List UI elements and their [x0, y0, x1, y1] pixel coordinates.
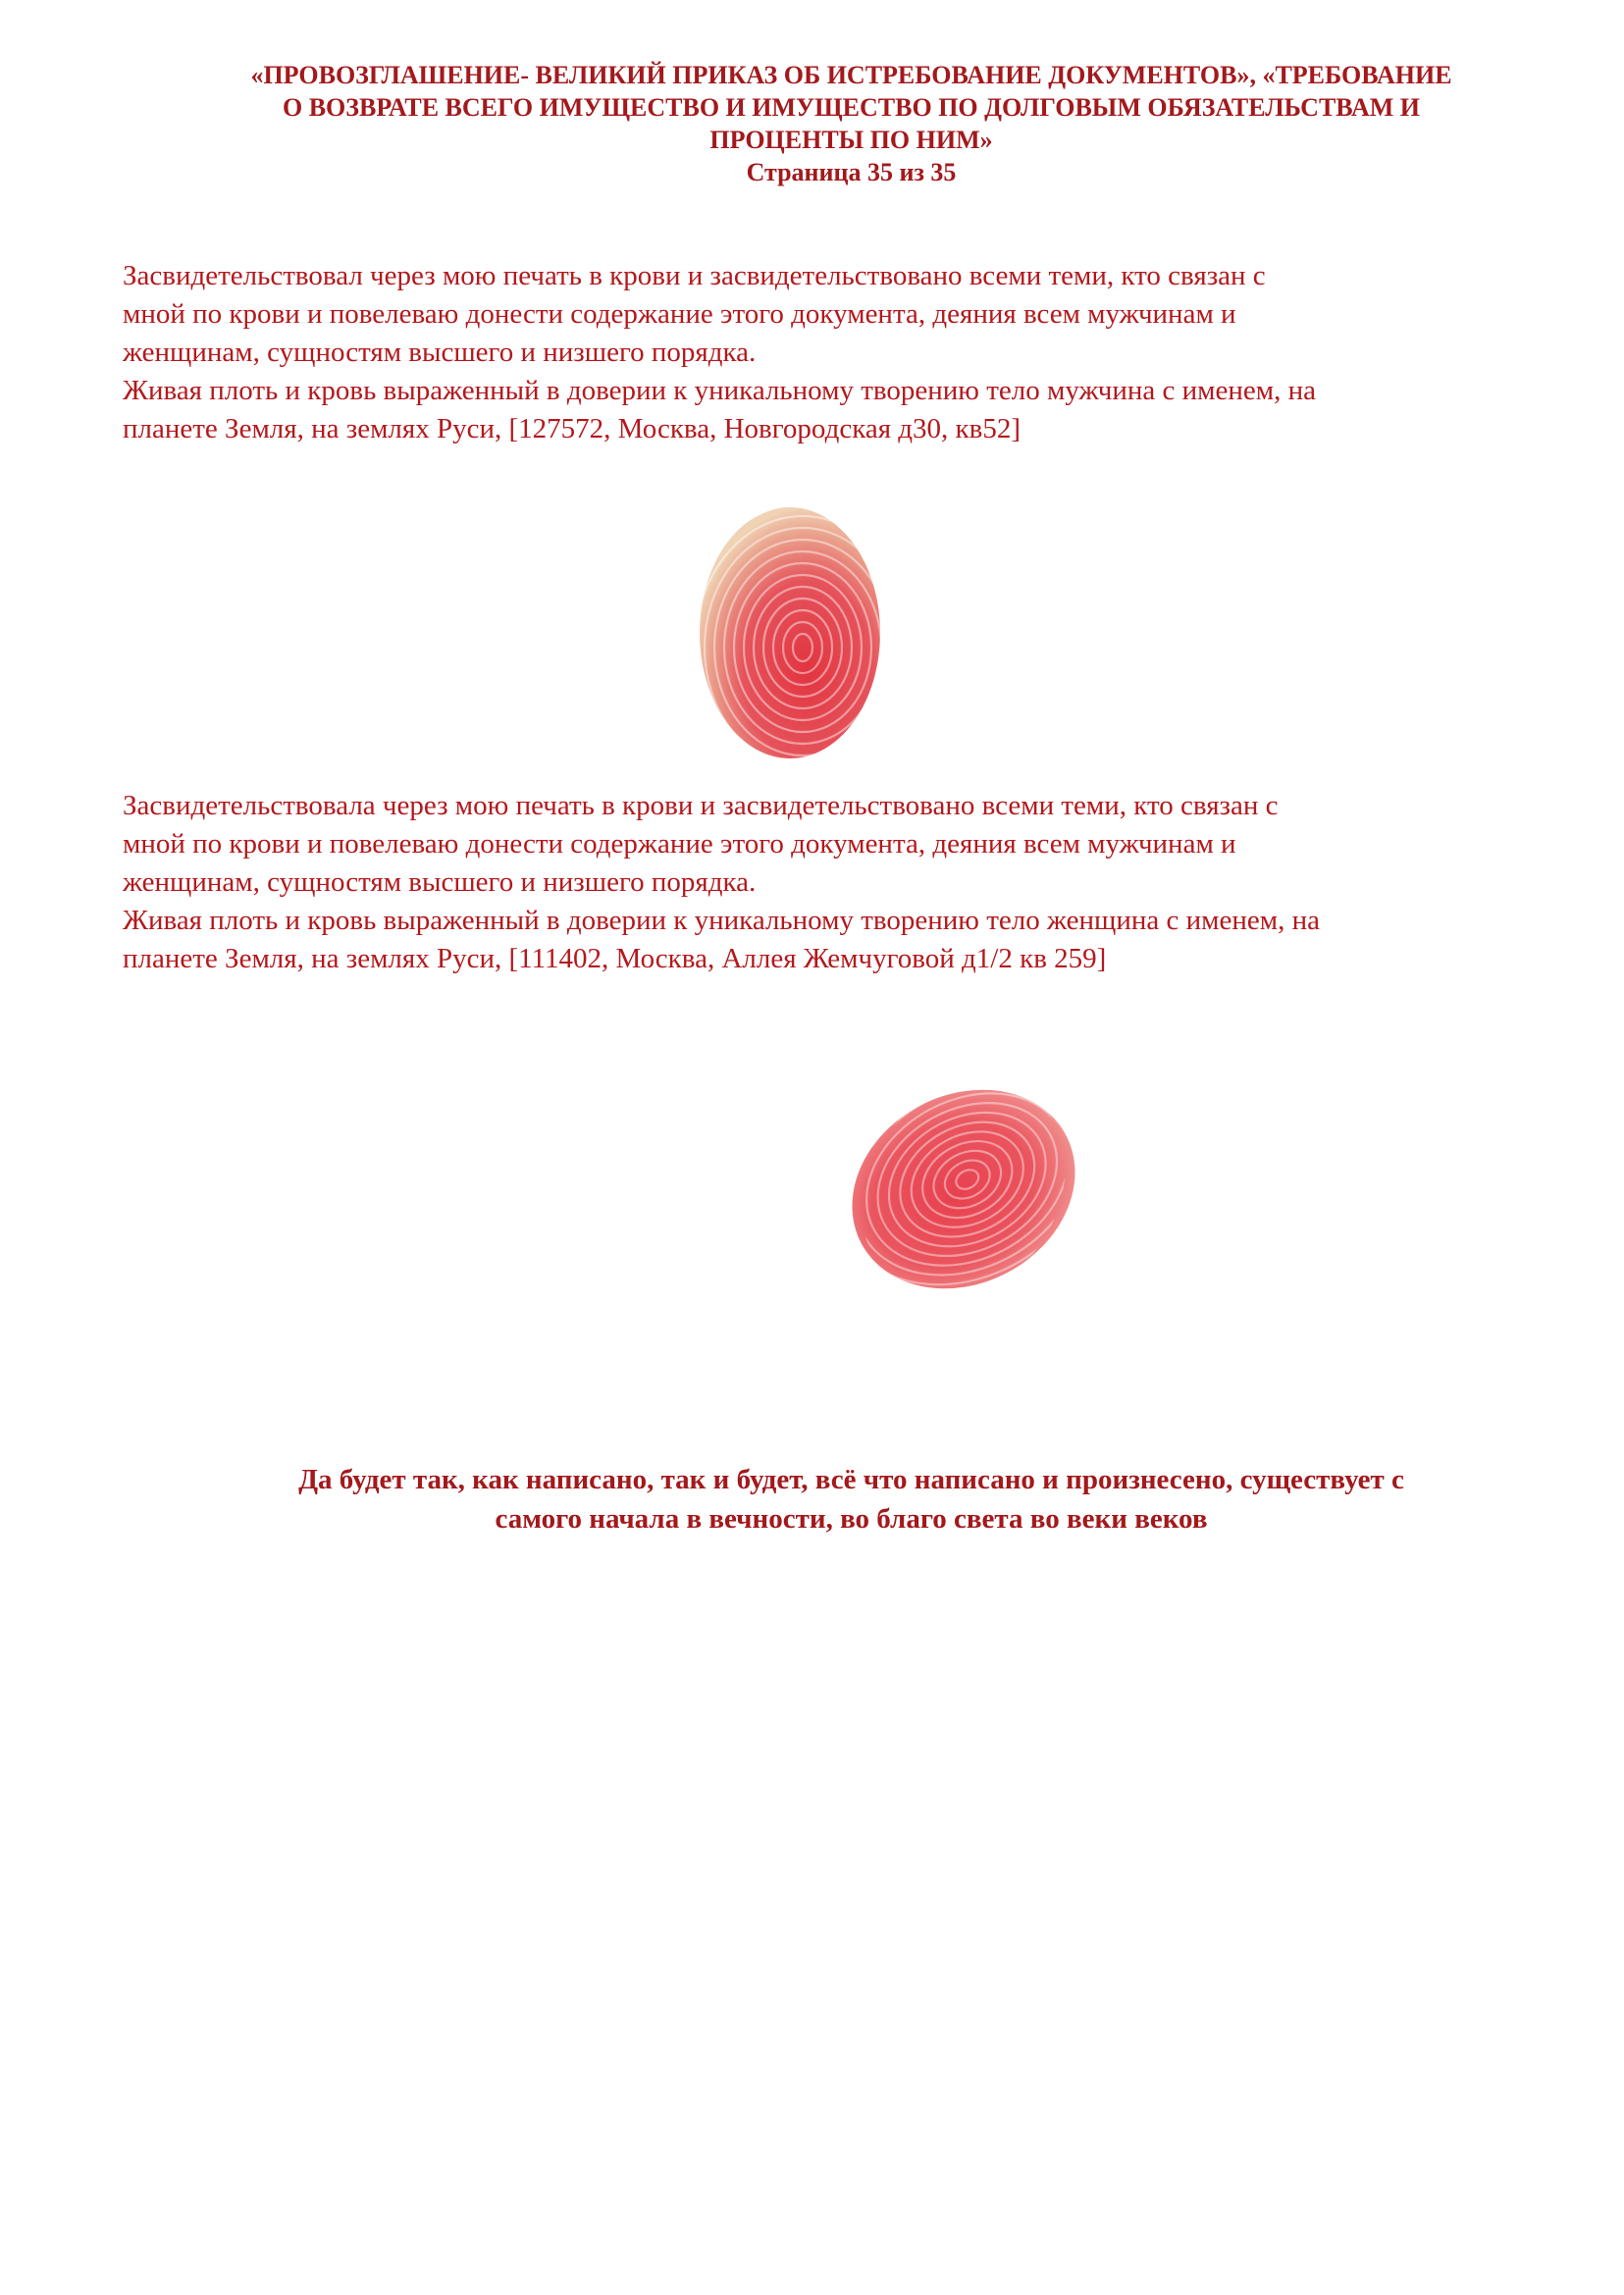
paragraph-line: Засвидетельствовал через мою печать в крови и засвидетельствовано всеми теми, кто связан с	[123, 260, 1266, 291]
closing-statement	[177, 1460, 1526, 1539]
paragraph-line: мной по крови и повелеваю донести содержание этого документа, деяния всем мужчинам и	[123, 298, 1236, 330]
header-title-line-1: «ПРОВОЗГЛАШЕНИЕ- ВЕЛИКИЙ ПРИКАЗ ОБ ИСТРЕБОВАНИЕ ДОКУМЕНТОВ», «ТРЕБОВАНИЕ	[250, 61, 1452, 89]
paragraph-line: мной по крови и повелеваю донести содержание этого документа, деяния всем мужчинам и	[123, 828, 1236, 860]
page-number: Страница 35 из 35	[746, 158, 957, 186]
document-header	[177, 59, 1526, 188]
closing-line-1: Да будет так, как написано, так и будет, всё что написано и произнесено, существует с	[298, 1464, 1404, 1495]
closing-line-2: самого начала в вечности, во благо света во веки веков	[495, 1503, 1208, 1535]
testimony-paragraph-female	[123, 787, 1536, 978]
header-title-line-3: ПРОЦЕНТЫ ПО НИМ»	[709, 126, 993, 154]
header-title-line-2: О ВОЗВРАТЕ ВСЕГО ИМУЩЕСТВО И ИМУЩЕСТВО ПО ДОЛГОВЫМ ОБЯЗАТЕЛЬСТВАМ И	[282, 93, 1421, 122]
paragraph-line: женщинам, сущностям высшего и низшего порядка.	[123, 866, 757, 898]
paragraph-line: Живая плоть и кровь выраженный в доверии к уникальному творению тело женщина с именем, на	[123, 905, 1321, 936]
fingerprint-male	[687, 500, 893, 765]
paragraph-line: Живая плоть и кровь выраженный в доверии к уникальному творению тело мужчина с именем, на	[123, 375, 1317, 406]
fingerprint-female	[834, 1074, 1094, 1305]
paragraph-line: планете Земля, на землях Руси, [127572, Москва, Новгородская д30, кв52]	[123, 413, 1022, 444]
paragraph-line: Засвидетельствовала через мою печать в крови и засвидетельствовано всеми теми, кто связан с	[123, 790, 1279, 821]
testimony-paragraph-male	[123, 257, 1536, 448]
paragraph-line: планете Земля, на землях Руси, [111402, Москва, Аллея Жемчуговой д1/2 кв 259]	[123, 943, 1107, 974]
paragraph-line: женщинам, сущностям высшего и низшего порядка.	[123, 337, 757, 368]
